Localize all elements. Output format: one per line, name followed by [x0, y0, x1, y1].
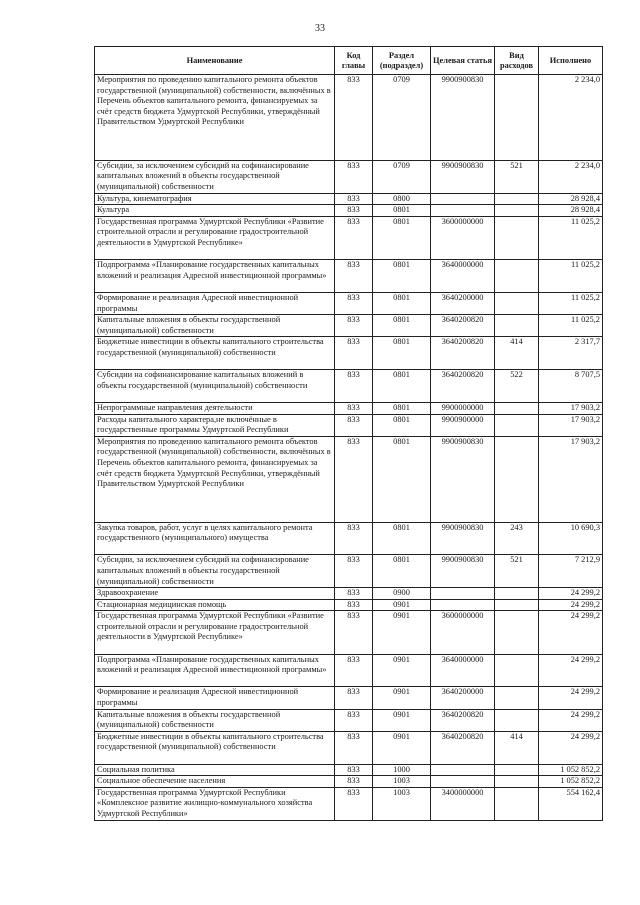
- row-executed: 28 928,4: [539, 205, 603, 217]
- row-section: 1003: [373, 787, 431, 820]
- table-row: [95, 731, 603, 764]
- row-chapter-code: 833: [335, 588, 373, 600]
- row-name: Непрограммные направления деятельности: [95, 402, 335, 414]
- table-body: [95, 75, 603, 821]
- row-section: 0801: [373, 522, 431, 555]
- row-expense-type: [495, 599, 539, 611]
- row-name: Капитальные вложения в объекты государственной (муниципальной) собственности: [95, 315, 335, 337]
- row-executed: 1 052 852,2: [539, 776, 603, 788]
- row-section: 1000: [373, 764, 431, 776]
- table-row: [95, 370, 603, 403]
- row-chapter-code: 833: [335, 611, 373, 654]
- row-chapter-code: 833: [335, 370, 373, 403]
- row-section: 0901: [373, 731, 431, 764]
- row-chapter-code: 833: [335, 193, 373, 205]
- table-row: [95, 160, 603, 193]
- row-expense-type: [495, 260, 539, 293]
- row-executed: 11 025,2: [539, 292, 603, 314]
- row-section: 0709: [373, 160, 431, 193]
- row-section: 0801: [373, 370, 431, 403]
- row-executed: 17 903,2: [539, 414, 603, 436]
- row-section: 1003: [373, 776, 431, 788]
- page-number: 33: [315, 23, 325, 34]
- row-section: 0801: [373, 315, 431, 337]
- row-target-article: [431, 193, 495, 205]
- row-executed: 10 690,3: [539, 522, 603, 555]
- table-row: [95, 555, 603, 588]
- row-executed: 24 299,2: [539, 588, 603, 600]
- row-executed: 24 299,2: [539, 709, 603, 731]
- row-chapter-code: 833: [335, 599, 373, 611]
- row-name: Подпрограмма «Планирование государственных капитальных вложений и реализация Адресной инвестиционной программы»: [95, 260, 335, 293]
- row-target-article: 9900900830: [431, 522, 495, 555]
- table-row: [95, 776, 603, 788]
- row-name: Мероприятия по проведению капитального ремонта объектов государственной (муниципальной) собственности, включённых в Перечень объектов капитального ремонта, финансируемых за счёт средств бюджета Удмуртской Республики, утверждённый Правительством Удмуртской Республики: [95, 75, 335, 161]
- row-expense-type: 522: [495, 370, 539, 403]
- row-name: Расходы капитального характера,не включённые в государственные программы Удмуртской Республики: [95, 414, 335, 436]
- row-executed: 8 707,5: [539, 370, 603, 403]
- row-chapter-code: 833: [335, 764, 373, 776]
- row-name: Субсидии, за исключением субсидий на софинансирование капитальных вложений в объекты государственной (муниципальной) собственности: [95, 160, 335, 193]
- row-section: 0801: [373, 216, 431, 259]
- row-chapter-code: 833: [335, 315, 373, 337]
- row-target-article: 3640000000: [431, 260, 495, 293]
- table-row: [95, 216, 603, 259]
- row-chapter-code: 833: [335, 205, 373, 217]
- row-executed: 1 052 852,2: [539, 764, 603, 776]
- row-section: 0801: [373, 292, 431, 314]
- table-header-row: [95, 47, 603, 75]
- row-expense-type: [495, 75, 539, 161]
- row-executed: 11 025,2: [539, 315, 603, 337]
- row-chapter-code: 833: [335, 687, 373, 709]
- row-name: Мероприятия по проведению капитального ремонта объектов государственной (муниципальной) собственности, включённых в Перечень объектов капитального ремонта, финансируемых за счёт средств бюджета Удмуртской Республики, утверждённый Правительством Удмуртской Республики: [95, 436, 335, 522]
- table-row: [95, 337, 603, 370]
- row-section: 0801: [373, 555, 431, 588]
- row-executed: 24 299,2: [539, 687, 603, 709]
- row-target-article: 9900900000: [431, 414, 495, 436]
- row-section: 0801: [373, 436, 431, 522]
- row-name: Стационарная медицинская помощь: [95, 599, 335, 611]
- header-expense-type: Вид расходов: [495, 47, 539, 75]
- row-expense-type: 414: [495, 337, 539, 370]
- header-chapter-code: Код главы: [335, 47, 373, 75]
- row-name: Социальное обеспечение населения: [95, 776, 335, 788]
- table-row: [95, 522, 603, 555]
- row-expense-type: [495, 654, 539, 687]
- table-row: [95, 436, 603, 522]
- row-chapter-code: 833: [335, 787, 373, 820]
- table-row: [95, 315, 603, 337]
- row-target-article: 3640200000: [431, 687, 495, 709]
- row-section: 0900: [373, 588, 431, 600]
- row-target-article: 9900900830: [431, 555, 495, 588]
- row-section: 0901: [373, 654, 431, 687]
- row-expense-type: [495, 205, 539, 217]
- row-name: Государственная программа Удмуртской Республики «Развитие строительной отрасли и регулирование градостроительной деятельности в Удмуртской Республике»: [95, 611, 335, 654]
- row-expense-type: [495, 436, 539, 522]
- table-row: [95, 611, 603, 654]
- row-section: 0801: [373, 205, 431, 217]
- row-name: Бюджетные инвестиции в объекты капитального строительства государственной (муниципальной) собственности: [95, 731, 335, 764]
- row-chapter-code: 833: [335, 436, 373, 522]
- row-section: 0801: [373, 402, 431, 414]
- row-expense-type: [495, 611, 539, 654]
- row-name: Государственная программа Удмуртской Республики «Развитие строительной отрасли и регулирование градостроительной деятельности в Удмуртской Республике»: [95, 216, 335, 259]
- row-section: 0801: [373, 337, 431, 370]
- row-executed: 24 299,2: [539, 611, 603, 654]
- table-row: [95, 787, 603, 820]
- row-executed: 11 025,2: [539, 216, 603, 259]
- row-expense-type: [495, 292, 539, 314]
- row-name: Бюджетные инвестиции в объекты капитального строительства государственной (муниципальной) собственности: [95, 337, 335, 370]
- row-section: 0801: [373, 260, 431, 293]
- row-target-article: 3400000000: [431, 787, 495, 820]
- header-section: Раздел (подраздел): [373, 47, 431, 75]
- row-expense-type: [495, 776, 539, 788]
- table-row: [95, 654, 603, 687]
- row-target-article: [431, 588, 495, 600]
- row-target-article: 3640200820: [431, 370, 495, 403]
- header-name: Наименование: [95, 47, 335, 75]
- row-chapter-code: 833: [335, 337, 373, 370]
- row-name: Субсидии на софинансирование капитальных вложений в объекты государственной (муниципальной) собственности: [95, 370, 335, 403]
- row-expense-type: [495, 687, 539, 709]
- row-name: Субсидии, за исключением субсидий на софинансирование капитальных вложений в объекты государственной (муниципальной) собственности: [95, 555, 335, 588]
- row-executed: 24 299,2: [539, 731, 603, 764]
- table-row: [95, 414, 603, 436]
- row-chapter-code: 833: [335, 260, 373, 293]
- row-target-article: 3600000000: [431, 611, 495, 654]
- row-expense-type: 521: [495, 555, 539, 588]
- row-chapter-code: 833: [335, 402, 373, 414]
- header-executed: Исполнено: [539, 47, 603, 75]
- row-target-article: [431, 764, 495, 776]
- row-target-article: [431, 776, 495, 788]
- row-target-article: 3640200000: [431, 292, 495, 314]
- row-executed: 2 234,0: [539, 160, 603, 193]
- row-expense-type: [495, 402, 539, 414]
- row-name: Здравоохранение: [95, 588, 335, 600]
- row-name: Подпрограмма «Планирование государственных капитальных вложений и реализация Адресной инвестиционной программы»: [95, 654, 335, 687]
- budget-execution-table: [94, 46, 603, 821]
- table-row: [95, 402, 603, 414]
- table-row: [95, 75, 603, 161]
- row-executed: 2 317,7: [539, 337, 603, 370]
- row-name: Закупка товаров, работ, услуг в целях капитального ремонта государственного (муниципального) имущества: [95, 522, 335, 555]
- row-chapter-code: 833: [335, 160, 373, 193]
- row-expense-type: [495, 216, 539, 259]
- row-executed: 554 162,4: [539, 787, 603, 820]
- row-executed: 17 903,2: [539, 436, 603, 522]
- row-chapter-code: 833: [335, 216, 373, 259]
- row-expense-type: 521: [495, 160, 539, 193]
- row-chapter-code: 833: [335, 75, 373, 161]
- table-row: [95, 260, 603, 293]
- row-expense-type: [495, 787, 539, 820]
- row-chapter-code: 833: [335, 522, 373, 555]
- row-executed: 24 299,2: [539, 654, 603, 687]
- table-row: [95, 687, 603, 709]
- row-executed: 7 212,9: [539, 555, 603, 588]
- row-expense-type: [495, 315, 539, 337]
- row-target-article: 3640200820: [431, 731, 495, 764]
- row-expense-type: 243: [495, 522, 539, 555]
- row-executed: 11 025,2: [539, 260, 603, 293]
- row-target-article: 3640000000: [431, 654, 495, 687]
- row-name: Капитальные вложения в объекты государственной (муниципальной) собственности: [95, 709, 335, 731]
- row-target-article: [431, 205, 495, 217]
- row-section: 0901: [373, 599, 431, 611]
- row-executed: 2 234,0: [539, 75, 603, 161]
- row-expense-type: [495, 193, 539, 205]
- row-name: Социальная политика: [95, 764, 335, 776]
- row-chapter-code: 833: [335, 709, 373, 731]
- row-target-article: 9900900830: [431, 160, 495, 193]
- row-expense-type: [495, 588, 539, 600]
- row-target-article: 9900000000: [431, 402, 495, 414]
- table-row: [95, 599, 603, 611]
- row-target-article: 9900900830: [431, 436, 495, 522]
- header-target-article: Целевая статья: [431, 47, 495, 75]
- row-section: 0800: [373, 193, 431, 205]
- row-section: 0709: [373, 75, 431, 161]
- row-expense-type: [495, 764, 539, 776]
- table-row: [95, 193, 603, 205]
- row-chapter-code: 833: [335, 555, 373, 588]
- row-section: 0901: [373, 709, 431, 731]
- row-section: 0801: [373, 414, 431, 436]
- row-section: 0901: [373, 611, 431, 654]
- row-target-article: 3600000000: [431, 216, 495, 259]
- row-target-article: 3640200820: [431, 709, 495, 731]
- row-executed: 28 928,4: [539, 193, 603, 205]
- table-row: [95, 764, 603, 776]
- row-expense-type: [495, 414, 539, 436]
- row-name: Государственная программа Удмуртской Республики «Комплексное развитие жилищно-коммунального хозяйства Удмуртской Республики»: [95, 787, 335, 820]
- table-row: [95, 588, 603, 600]
- row-name: Формирование и реализация Адресной инвестиционной программы: [95, 687, 335, 709]
- row-name: Культура: [95, 205, 335, 217]
- row-chapter-code: 833: [335, 292, 373, 314]
- table-row: [95, 205, 603, 217]
- row-target-article: 9900900830: [431, 75, 495, 161]
- row-chapter-code: 833: [335, 731, 373, 764]
- row-chapter-code: 833: [335, 776, 373, 788]
- row-section: 0901: [373, 687, 431, 709]
- row-name: Формирование и реализация Адресной инвестиционной программы: [95, 292, 335, 314]
- row-chapter-code: 833: [335, 414, 373, 436]
- row-chapter-code: 833: [335, 654, 373, 687]
- row-executed: 17 903,2: [539, 402, 603, 414]
- row-name: Культура, кинематография: [95, 193, 335, 205]
- table-row: [95, 709, 603, 731]
- row-expense-type: [495, 709, 539, 731]
- table-row: [95, 292, 603, 314]
- row-target-article: [431, 599, 495, 611]
- row-executed: 24 299,2: [539, 599, 603, 611]
- row-expense-type: 414: [495, 731, 539, 764]
- row-target-article: 3640200820: [431, 315, 495, 337]
- row-target-article: 3640200820: [431, 337, 495, 370]
